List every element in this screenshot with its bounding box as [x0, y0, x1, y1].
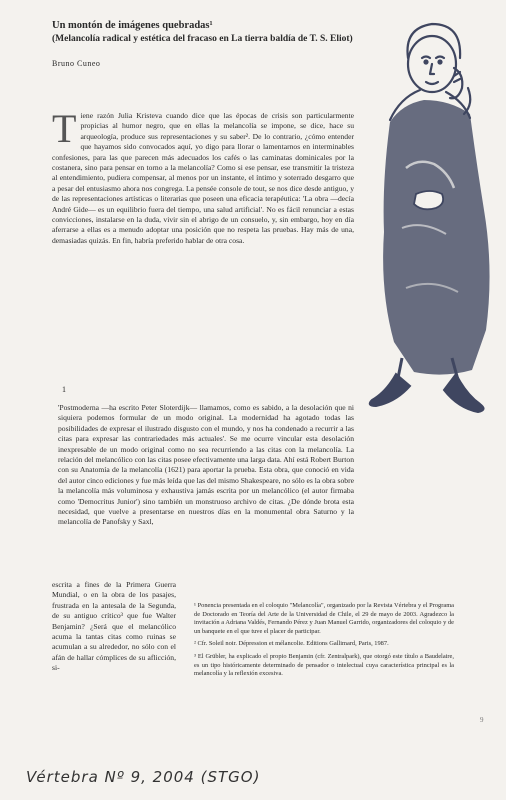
paragraph-1 [52, 106, 354, 246]
medieval-figure-illustration [336, 18, 504, 430]
footnote-2: ² Cfr. Soleil noir. Dépression et mélancolie. Editions Gallimard, Paris, 1987. [194, 640, 389, 648]
handwritten-signature: Vértebra Nº 9, 2004 (STGO) [26, 768, 261, 786]
footnote-3: ³ El Grübler, ha explicado el propio Benjamin (cfr. Zentralpark), que otorgó este título a Baudelaire, es un tipo históricamente determinado de pensador o intelectual cuya característica principal es la melancolía y la reflexión excesiva. [194, 652, 454, 678]
drop-cap: T [52, 106, 77, 151]
article-author: Bruno Cuneo [52, 59, 101, 68]
page-number: 9 [480, 716, 484, 724]
paragraph-1-text: iene razón Julia Kristeva cuando dice que las épocas de crisis son particularmente propicias al humor negro, que en ellas la melancolía se impone, se dice, hace su arqueología, produce sus representaciones y su saber². De lo contrario, ¿cómo entender que hayamos sido convocados aquí, yo digo para llorar o lamentarnos en interminables confesiones, para las que parecen más adecuados los cafés o las caminatas dominicales por la costanera, sino para pensar en torno a la melancolía? Como si ese pensar, ese transmitir la tristeza al entendimiento, pudiera compensar, al menos por un instante, el íntimo y soterrado desgarro que a pesar del entusiasmo ahora nos congrega. La pensée console de tout, se nos dice desde antiguo, y de las representaciones artísticas o literarias que poseen una eficacia terapéutica: 'La obra —decía André Gide— es un equilibrio fuera del tiempo, una salud artificial'. No es fácil renunciar a estas convicciones, instalarse en la duda, vivir sin el abrigo de un consuelo, y, sin embargo, hoy en día aferrarse a ellas es a menudo adoptar una posición que no respeta las pruebas. Hay más de una, demasiadas quizás. En fin, habría preferido hablar de otra cosa. [52, 111, 354, 245]
article-subtitle: (Melancolía radical y estética del fracaso en La tierra baldía de T. S. Eliot) [52, 34, 353, 44]
footnote-1: ¹ Ponencia presentada en el coloquio "Melancolía", organizado por la Revista Vértebra y el Programa de Doctorado en Teoría del Arte de la Universidad de Chile, el 29 de mayo de 2003. Agradezco la invitación a Adriana Valdés, Fernando Pérez y Juan Manuel Garrido, organizadores del coloquio y de un banquete en el que tuve el placer de participar. [194, 602, 454, 635]
figure-robe [383, 100, 489, 375]
footnotes [194, 602, 454, 683]
article-title: Un montón de imágenes quebradas¹ [52, 20, 213, 31]
paragraph-2: 'Postmoderna —ha escrito Peter Sloterdijk— llamamos, como es sabido, a la desolación que ni siquiera podemos formular de un modo original. La modernidad ha agotado todas las posibilidades de expresar el ilustrado disgusto con el mundo, y nos ha condenado a recurrir a las citas para expresar las contrariedades más actuales'. Se me ocurre vincular esta desolación inexpresable de un modo original como no sea recurriendo a las citas con la melancolía. La relación del melancólico con las citas posee efectivamente una larga data. Ahí está Robert Burton con su Anatomía de la melancolía (1621) para aportar la prueba. Esta obra, que conoció en vida del autor cinco ediciones y fue más leída que las del mismo Shakespeare, no sólo es la obra sobre la melancolía más voluminosa y exhaustiva jamás escrita por un melancólico (el autor firmaba como 'Democritus Junior') sino también un monstruoso archivo de citas. ¿De dónde brota esta necesidad, que vuelve a presentarse en nuestros días en la monumental obra Saturno y la melancolía de Panofsky y Saxl, [58, 403, 354, 527]
paragraph-2-continued: escrita a fines de la Primera Guerra Mundial, o en la obra de los pasajes, frustrada en la antesala de la Segunda, de su antiguo crítico³ que fue Walter Benjamin? ¿Será que el melancólico acuma la tantas citas como ruinas se acumulan a su alrededor, no sólo con el afán de hallar cómplices de su aflicción, si- [52, 580, 176, 673]
section-number: 1 [62, 385, 66, 394]
